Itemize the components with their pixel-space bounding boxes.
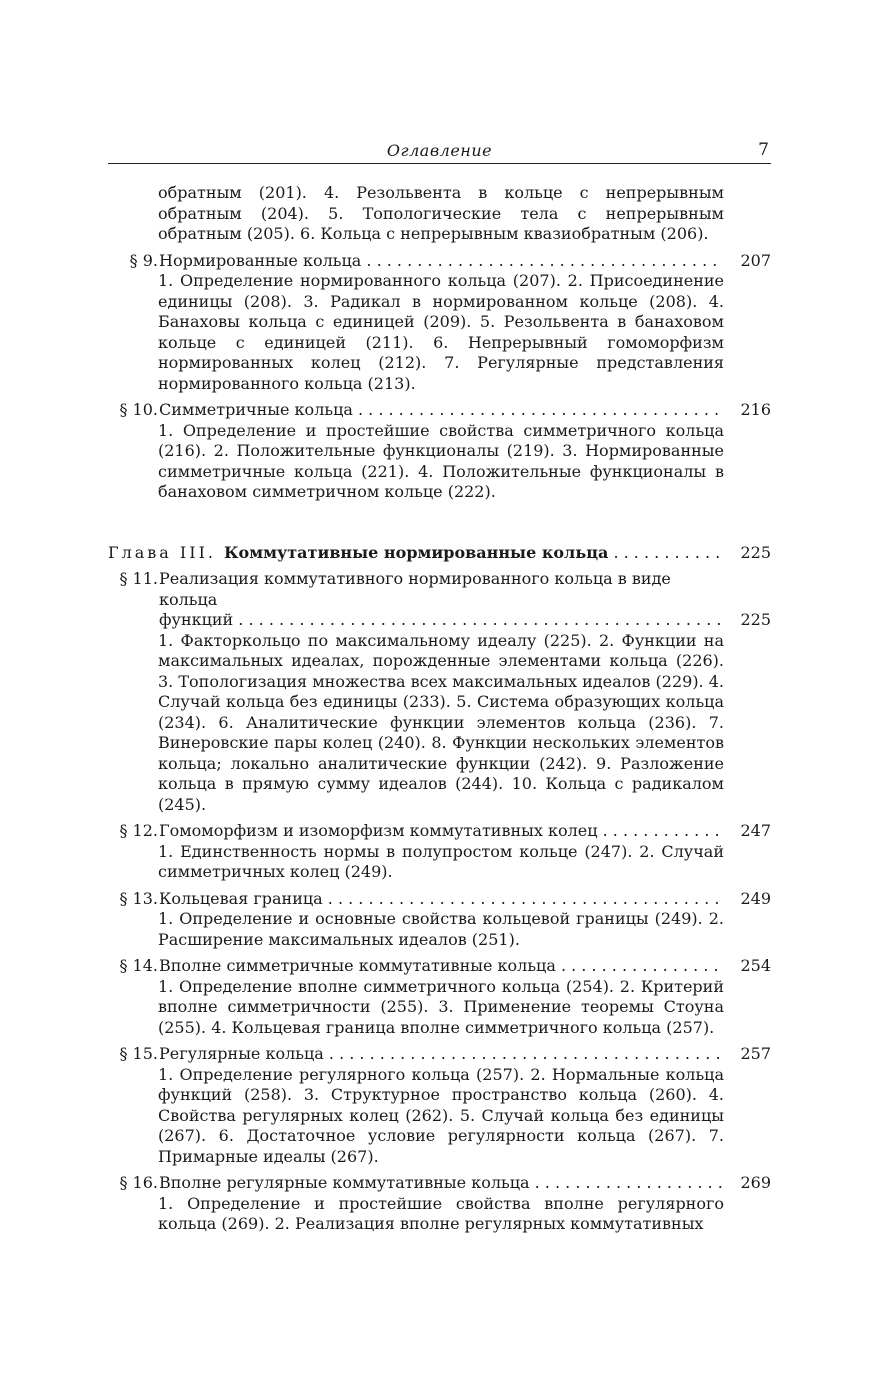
chapter-page: 225: [740, 542, 771, 562]
chapter-label: Глава III.: [108, 542, 216, 562]
section-title: Симметричные кольца . . .: [158, 400, 724, 421]
section-number: § 15.: [119, 1044, 158, 1063]
section-title: Вполне симметричные коммутативные кольца . . .: [158, 956, 724, 977]
section-number: § 11.: [119, 569, 158, 588]
chapter-heading[interactable]: [108, 543, 771, 564]
section-page: 247: [740, 821, 771, 840]
section-subtopics: 1. Определение регулярного кольца (257). 2. Нормальные кольца функций (258). 3. Структурное пространство кольца (260). 4. Свойства регулярных колец (262). 5. Случай кольца без единицы (267). 6. Достаточное условие регулярности кольца (267). 7. Примарные идеалы (267).: [158, 1064, 724, 1166]
section-page: 225: [740, 610, 771, 629]
section-subtopics: 1. Определение вполне симметричного кольца (254). 2. Критерий вполне симметричности (255). 3. Применение теоремы Стоуна (255). 4. Кольцевая граница вполне симметричного кольца (257).: [158, 976, 724, 1037]
section-title: Кольцевая граница . . .: [158, 889, 724, 910]
section-page: 254: [740, 956, 771, 975]
section-number: § 14.: [119, 956, 158, 975]
section-title-cont: функций . . .: [158, 610, 724, 631]
toc-section[interactable]: [108, 1044, 771, 1167]
section-heading: [108, 400, 771, 421]
section-page: 207: [740, 250, 771, 270]
section-number: § 9.: [129, 250, 158, 270]
section-heading: [108, 889, 771, 910]
section-title: Реализация коммутативного нормированного кольца в виде кольца: [159, 569, 671, 609]
header-title: Оглавление: [386, 141, 493, 160]
section-number: § 10.: [119, 400, 158, 419]
section-page: 257: [740, 1044, 771, 1063]
section-heading: [108, 1173, 771, 1194]
section-page: 249: [740, 888, 771, 908]
toc-section[interactable]: [108, 956, 771, 1038]
toc-section[interactable]: [108, 251, 771, 395]
section-number: § 13.: [119, 888, 158, 908]
toc-section[interactable]: [108, 821, 771, 883]
section-subtopics: 1. Единственность нормы в полупростом кольце (247). 2. Случай симметричных колец (249).: [158, 841, 724, 881]
toc-section[interactable]: [108, 1173, 771, 1235]
section-heading: [108, 821, 771, 842]
section-title: Вполне регулярные коммутативные кольца . . .: [158, 1173, 724, 1194]
section-subtopics: 1. Факторкольцо по максимальному идеалу (225). 2. Функции на максимальных идеалах, порожденные элементами кольца (226). 3. Топологизация множества всех максимальных идеалов (229). 4. Случай кольца без единицы (233). 5. Система образующих кольца (234). 6. Аналитические функции элементов кольца (236). 7. Винеровские пары колец (240). 8. Функции нескольких элементов кольца; локально аналитические функции (242). 9. Разложение кольца в прямую сумму идеалов (244). 10. Кольца с радикалом (245).: [158, 630, 724, 814]
section-heading: [108, 569, 771, 631]
section-heading: [108, 1044, 771, 1065]
section-page: 216: [740, 400, 771, 419]
section-subtopics: 1. Определение и основные свойства кольцевой границы (249). 2. Расширение максимальных идеалов (251).: [158, 909, 724, 949]
section-subtopics: 1. Определение и простейшие свойства симметричного кольца (216). 2. Положительные функционалы (219). 3. Нормированные симметричные кольца (221). 4. Положительные функционалы в банаховом симметричном кольце (222).: [158, 420, 724, 501]
toc-section[interactable]: [108, 569, 771, 815]
section-number: § 16.: [119, 1173, 158, 1192]
section-number: § 12.: [119, 821, 158, 840]
toc-section[interactable]: [108, 889, 771, 951]
section-heading: [108, 251, 771, 272]
table-of-contents: [108, 183, 771, 1235]
section-title: Гомоморфизм и изоморфизм коммутативных колец . . .: [158, 821, 724, 842]
section-subtopics: 1. Определение и простейшие свойства вполне регулярного кольца (269). 2. Реализация вполне регулярных коммутативных: [158, 1193, 724, 1233]
running-header: [108, 139, 771, 164]
section-page: 269: [740, 1173, 771, 1192]
page-number: 7: [758, 140, 769, 160]
section-subtopics: 1. Определение нормированного кольца (207). 2. Присоединение единицы (208). 3. Радикал в нормированном кольце (208). 4. Банаховы кольца с единицей (209). 5. Резольвента в банаховом кольце с единицей (211). 6. Непрерывный гомоморфизм нормированных колец (212). 7. Регулярные представления нормированного кольца (213).: [158, 271, 724, 393]
chapter-title: Коммутативные нормированные кольца . . .: [216, 543, 724, 564]
toc-section[interactable]: [108, 400, 771, 503]
section-title: Регулярные кольца . . .: [158, 1044, 724, 1065]
section-heading: [108, 956, 771, 977]
section-title: Нормированные кольца . . .: [158, 251, 724, 272]
continued-section-body: обратным (201). 4. Резольвента в кольце с непрерывным обратным (204). 5. Топологические тела с непрерывным обратным (205). 6. Кольца с непрерывным квазиобратным (206).: [158, 183, 724, 243]
